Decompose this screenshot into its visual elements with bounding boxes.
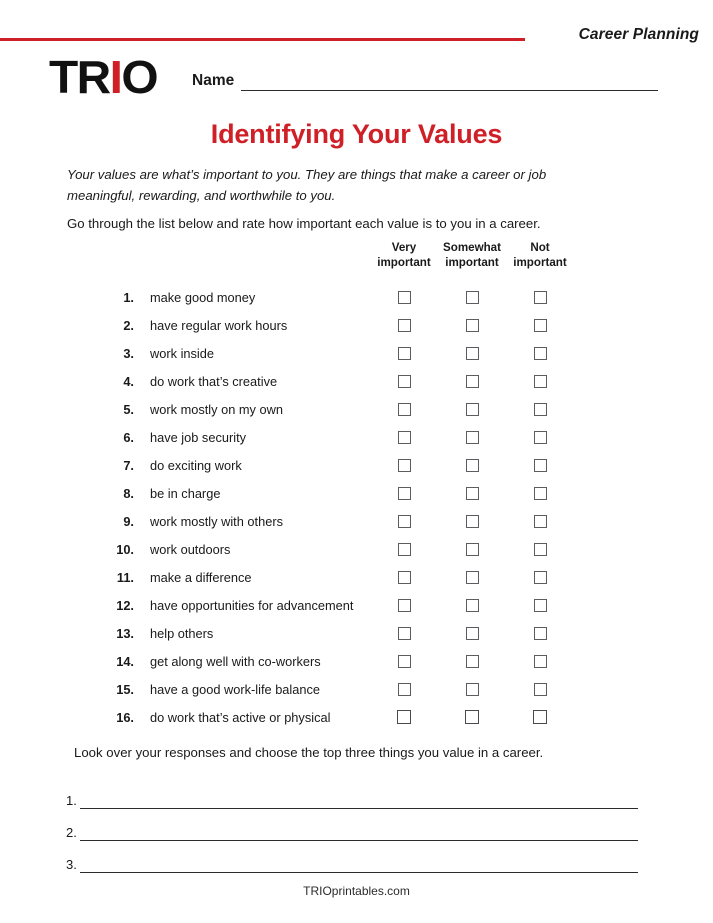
rating-cell-not-important [506, 459, 574, 472]
checkbox-not-important[interactable] [534, 291, 547, 304]
checkbox-somewhat-important[interactable] [466, 319, 479, 332]
top-three-answers [66, 781, 638, 877]
answer-row [66, 813, 638, 841]
logo-text-accent: I [109, 51, 122, 103]
instruction-paragraph: Go through the list below and rate how important each value is to you in a career. [67, 216, 541, 231]
header-red-rule [0, 38, 525, 41]
checkbox-somewhat-important[interactable] [466, 431, 479, 444]
checkbox-very-important[interactable] [398, 627, 411, 640]
value-number: 11. [116, 569, 134, 585]
page-title: Identifying Your Values [210, 119, 503, 149]
checkbox-not-important[interactable] [534, 431, 547, 444]
rating-cell-somewhat-important [438, 291, 506, 304]
checkbox-very-important[interactable] [398, 375, 411, 388]
name-input-line[interactable] [241, 74, 658, 91]
rating-checkbox-group [370, 423, 578, 451]
value-number: 14. [116, 653, 134, 669]
rating-header-very-important [370, 241, 438, 271]
rating-cell-very-important [370, 347, 438, 360]
value-label: have a good work-life balance [150, 681, 321, 697]
rating-cell-very-important [370, 710, 438, 724]
rating-cell-somewhat-important [438, 599, 506, 612]
checkbox-somewhat-important[interactable] [466, 459, 479, 472]
rating-checkbox-group [370, 283, 578, 311]
rating-cell-not-important [506, 655, 574, 668]
checkbox-not-important[interactable] [534, 347, 547, 360]
checkbox-very-important[interactable] [398, 459, 411, 472]
rating-checkbox-group [370, 507, 578, 535]
value-number: 15. [116, 681, 134, 697]
rating-header-line2: important [445, 255, 499, 269]
checkbox-very-important[interactable] [397, 710, 411, 724]
rating-cell-somewhat-important [438, 347, 506, 360]
answer-row [66, 781, 638, 809]
value-number: 12. [116, 597, 134, 613]
value-row [108, 535, 578, 563]
checkbox-not-important[interactable] [534, 403, 547, 416]
rating-cell-somewhat-important [438, 571, 506, 584]
value-number: 9. [123, 513, 134, 529]
name-label: Name [192, 72, 235, 89]
rating-checkbox-group [370, 367, 578, 395]
rating-checkbox-group [370, 591, 578, 619]
rating-cell-not-important [506, 319, 574, 332]
rating-cell-very-important [370, 319, 438, 332]
value-row [108, 367, 578, 395]
intro-paragraph: Your values are what’s important to you. They are things that make a career or job meaningful, rewarding, and worthwhile to you. [67, 167, 547, 203]
rating-cell-very-important [370, 515, 438, 528]
value-number: 8. [123, 485, 134, 501]
rating-cell-not-important [506, 431, 574, 444]
value-number: 7. [123, 457, 134, 473]
value-number: 4. [123, 373, 134, 389]
rating-cell-somewhat-important [438, 403, 506, 416]
rating-cell-somewhat-important [438, 487, 506, 500]
rating-cell-somewhat-important [438, 515, 506, 528]
rating-cell-very-important [370, 683, 438, 696]
rating-header-line2: important [513, 255, 567, 269]
rating-cell-somewhat-important [438, 683, 506, 696]
logo-text-part1: TR [49, 51, 110, 103]
checkbox-somewhat-important[interactable] [466, 291, 479, 304]
checkbox-somewhat-important[interactable] [466, 655, 479, 668]
value-label: be in charge [150, 485, 221, 501]
rating-column-headers [370, 241, 578, 271]
checkbox-not-important[interactable] [534, 655, 547, 668]
checkbox-somewhat-important[interactable] [466, 487, 479, 500]
value-label: do work that’s active or physical [150, 709, 331, 725]
rating-cell-not-important [506, 599, 574, 612]
value-row [108, 395, 578, 423]
rating-checkbox-group [370, 339, 578, 367]
value-label: work inside [150, 345, 215, 361]
answer-input-line[interactable] [80, 827, 638, 841]
value-number: 2. [123, 317, 134, 333]
checkbox-not-important[interactable] [534, 515, 547, 528]
rating-cell-not-important [506, 347, 574, 360]
checkbox-somewhat-important[interactable] [466, 403, 479, 416]
rating-cell-not-important [506, 543, 574, 556]
rating-cell-not-important [506, 291, 574, 304]
rating-header-line2: important [377, 255, 431, 269]
value-row [108, 563, 578, 591]
closing-instruction: Look over your responses and choose the top three things you value in a career. [74, 745, 544, 760]
section-label: Career Planning [578, 26, 699, 43]
rating-cell-somewhat-important [438, 655, 506, 668]
checkbox-not-important[interactable] [534, 683, 547, 696]
answer-number: 1. [66, 793, 77, 808]
rating-cell-not-important [506, 627, 574, 640]
rating-cell-somewhat-important [438, 319, 506, 332]
rating-checkbox-group [370, 675, 578, 703]
value-label: work mostly with others [150, 513, 283, 529]
checkbox-somewhat-important[interactable] [466, 599, 479, 612]
checkbox-not-important[interactable] [534, 571, 547, 584]
rating-checkbox-group [370, 451, 578, 479]
checkbox-somewhat-important[interactable] [466, 627, 479, 640]
rating-checkbox-group [370, 619, 578, 647]
value-number: 10. [116, 541, 134, 557]
checkbox-somewhat-important[interactable] [466, 375, 479, 388]
checkbox-very-important[interactable] [398, 571, 411, 584]
rating-cell-somewhat-important [438, 543, 506, 556]
rating-cell-somewhat-important [438, 627, 506, 640]
rating-checkbox-group [370, 479, 578, 507]
rating-cell-very-important [370, 487, 438, 500]
checkbox-very-important[interactable] [398, 431, 411, 444]
checkbox-very-important[interactable] [398, 403, 411, 416]
name-field-row [192, 72, 658, 91]
checkbox-not-important[interactable] [534, 627, 547, 640]
rating-cell-very-important [370, 543, 438, 556]
value-label: help others [150, 625, 214, 641]
checkbox-somewhat-important[interactable] [466, 683, 479, 696]
trio-logo [49, 51, 158, 103]
answer-input-line[interactable] [80, 859, 638, 873]
rating-cell-not-important [506, 710, 574, 724]
checkbox-very-important[interactable] [398, 487, 411, 500]
value-row [108, 311, 578, 339]
logo-text-part3: O [121, 51, 158, 103]
checkbox-not-important[interactable] [533, 710, 547, 724]
rating-cell-not-important [506, 375, 574, 388]
value-number: 6. [123, 429, 134, 445]
value-number: 5. [123, 401, 134, 417]
rating-header-line1: Somewhat [443, 241, 501, 254]
rating-header-not-important [506, 241, 574, 271]
answer-number: 2. [66, 825, 77, 840]
value-number: 3. [123, 345, 134, 361]
value-row [108, 339, 578, 367]
checkbox-somewhat-important[interactable] [466, 515, 479, 528]
value-label: make good money [150, 289, 256, 305]
rating-checkbox-group [370, 563, 578, 591]
value-row [108, 451, 578, 479]
value-row [108, 703, 578, 731]
rating-checkbox-group [370, 647, 578, 675]
checkbox-somewhat-important[interactable] [466, 347, 479, 360]
value-row [108, 675, 578, 703]
checkbox-somewhat-important[interactable] [465, 710, 479, 724]
checkbox-very-important[interactable] [398, 347, 411, 360]
rating-cell-very-important [370, 655, 438, 668]
rating-cell-not-important [506, 487, 574, 500]
checkbox-very-important[interactable] [398, 599, 411, 612]
rating-cell-not-important [506, 571, 574, 584]
checkbox-somewhat-important[interactable] [466, 571, 479, 584]
value-label: get along well with co-workers [150, 653, 321, 669]
value-label: work outdoors [150, 541, 231, 557]
rating-cell-very-important [370, 627, 438, 640]
rating-cell-very-important [370, 571, 438, 584]
checkbox-not-important[interactable] [534, 599, 547, 612]
checkbox-not-important[interactable] [534, 487, 547, 500]
checkbox-very-important[interactable] [398, 655, 411, 668]
rating-cell-very-important [370, 459, 438, 472]
rating-header-line1: Not [530, 241, 550, 254]
value-label: do exciting work [150, 457, 242, 473]
rating-checkbox-group [370, 703, 578, 731]
value-label: make a difference [150, 569, 252, 585]
value-row [108, 647, 578, 675]
checkbox-not-important[interactable] [534, 375, 547, 388]
value-row [108, 479, 578, 507]
value-row [108, 507, 578, 535]
rating-checkbox-group [370, 535, 578, 563]
rating-cell-not-important [506, 515, 574, 528]
rating-cell-very-important [370, 291, 438, 304]
rating-cell-somewhat-important [438, 710, 506, 724]
value-label: have job security [150, 429, 247, 445]
rating-checkbox-group [370, 395, 578, 423]
answer-number: 3. [66, 857, 77, 872]
rating-cell-somewhat-important [438, 459, 506, 472]
value-number: 1. [123, 289, 134, 305]
checkbox-not-important[interactable] [534, 319, 547, 332]
footer-site: TRIOprintables.com [303, 884, 410, 898]
rating-cell-somewhat-important [438, 375, 506, 388]
value-label: have regular work hours [150, 317, 288, 333]
value-number: 13. [116, 625, 134, 641]
rating-cell-not-important [506, 683, 574, 696]
rating-cell-very-important [370, 599, 438, 612]
rating-checkbox-group [370, 311, 578, 339]
value-row [108, 619, 578, 647]
value-row [108, 591, 578, 619]
checkbox-not-important[interactable] [534, 459, 547, 472]
answer-row [66, 845, 638, 873]
value-label: work mostly on my own [150, 401, 283, 417]
checkbox-somewhat-important[interactable] [466, 543, 479, 556]
rating-cell-somewhat-important [438, 431, 506, 444]
value-label: have opportunities for advancement [150, 597, 354, 613]
values-list [108, 283, 578, 731]
checkbox-very-important[interactable] [398, 515, 411, 528]
value-row [108, 423, 578, 451]
rating-cell-very-important [370, 403, 438, 416]
checkbox-very-important[interactable] [398, 683, 411, 696]
rating-header-somewhat-important [438, 241, 506, 271]
rating-cell-very-important [370, 375, 438, 388]
rating-cell-very-important [370, 431, 438, 444]
rating-cell-not-important [506, 403, 574, 416]
checkbox-very-important[interactable] [398, 543, 411, 556]
rating-header-line1: Very [391, 241, 417, 254]
value-row [108, 283, 578, 311]
value-number: 16. [116, 709, 134, 725]
value-label: do work that’s creative [150, 373, 278, 389]
checkbox-very-important[interactable] [398, 319, 411, 332]
checkbox-not-important[interactable] [534, 543, 547, 556]
answer-input-line[interactable] [80, 795, 638, 809]
checkbox-very-important[interactable] [398, 291, 411, 304]
